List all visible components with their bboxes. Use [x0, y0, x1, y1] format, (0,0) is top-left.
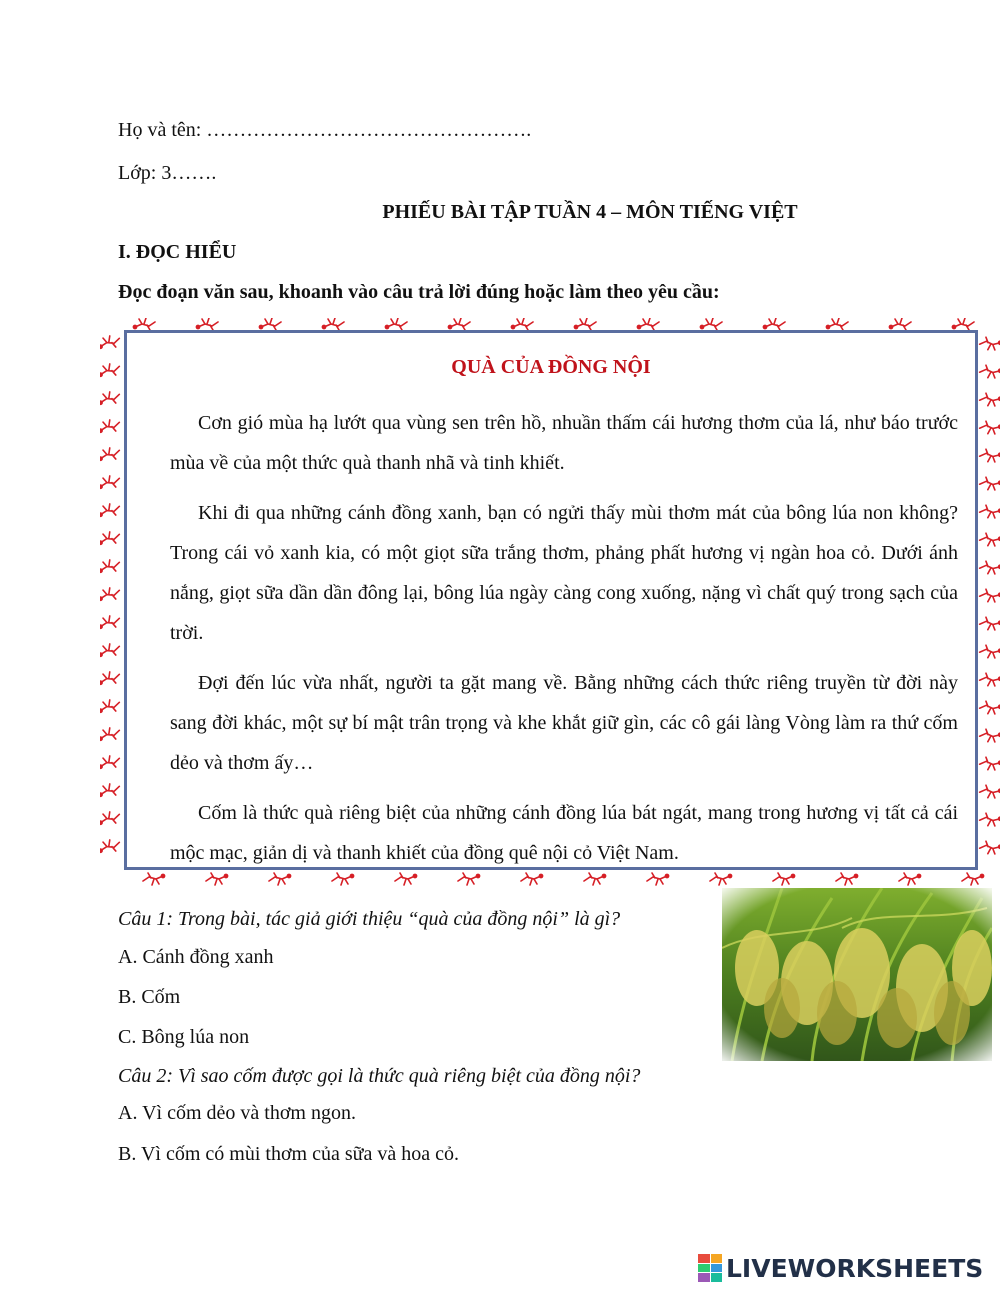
section-heading: I. ĐỌC HIỂU	[118, 241, 237, 263]
border-ornament	[100, 390, 121, 406]
question-2-option-a[interactable]: A. Vì cốm dẻo và thơm ngon.	[118, 1102, 356, 1124]
class-line: Lớp: 3…….	[118, 162, 217, 184]
name-line: Họ và tên: ………………………………………….	[118, 119, 532, 141]
border-ornament	[979, 476, 1000, 492]
border-ornament	[979, 784, 1000, 800]
border-ornament	[100, 614, 121, 630]
question-1-option-a[interactable]: A. Cánh đồng xanh	[118, 946, 274, 968]
border-ornament	[979, 616, 1000, 632]
passage-box	[124, 330, 978, 870]
border-ornament	[979, 560, 1000, 576]
border-ornament	[259, 318, 281, 330]
border-ornament	[100, 838, 121, 854]
border-ornament	[979, 336, 1000, 352]
liveworksheets-logo	[698, 1252, 983, 1284]
border-ornament	[100, 558, 121, 574]
border-ornament	[952, 318, 974, 330]
border-ornament	[710, 873, 732, 885]
border-ornament	[979, 588, 1000, 604]
border-ornament	[979, 392, 1000, 408]
border-ornament	[574, 318, 596, 330]
border-ornament	[448, 318, 470, 330]
border-ornament	[100, 418, 121, 434]
border-ornament	[100, 726, 121, 742]
border-ornament	[962, 873, 984, 885]
border-ornament	[458, 873, 480, 885]
question-1-option-c[interactable]: C. Bông lúa non	[118, 1026, 250, 1048]
passage-frame	[100, 318, 1000, 886]
border-ornament	[826, 318, 848, 330]
border-ornament	[979, 756, 1000, 772]
border-ornament	[133, 318, 155, 330]
logo-text: LIVEWORKSHEETS	[726, 1253, 984, 1283]
logo-mark-square	[698, 1264, 710, 1273]
border-ornament	[979, 700, 1000, 716]
border-ornament	[773, 873, 795, 885]
border-ornament	[889, 318, 911, 330]
border-ornament	[269, 873, 291, 885]
border-ornament	[979, 420, 1000, 436]
border-ornament	[100, 362, 121, 378]
question-1: Câu 1: Trong bài, tác giả giới thiệu “quà của đồng nội” là gì?	[118, 908, 621, 930]
border-ornament	[395, 873, 417, 885]
border-ornament	[979, 644, 1000, 660]
passage-paragraph-1: Cơn gió mùa hạ lướt qua vùng sen trên hồ, nhuần thấm cái hương thơm của lá, như báo trước mùa về của một thức quà thanh nhã và tinh khiết.	[170, 412, 958, 474]
border-ornament	[511, 318, 533, 330]
worksheet-title: PHIẾU BÀI TẬP TUẦN 4 – MÔN TIẾNG VIỆT	[382, 201, 798, 223]
logo-mark-square	[711, 1254, 723, 1263]
border-ornament	[100, 446, 121, 462]
border-ornament	[100, 586, 121, 602]
logo-mark-square	[698, 1273, 710, 1282]
rice-field-image	[722, 888, 992, 1061]
passage-paragraph-2: Khi đi qua những cánh đồng xanh, bạn có ngửi thấy mùi thơm mát của bông lúa non không? Trong cái vỏ xanh kia, có một giọt sữa trắng thơm, phảng phất hương vị ngàn hoa cỏ. Dưới ánh nắng, giọt sữa dần dần đông lại, bông lúa ngày càng cong xuống, nặng vì chất quý trong sạch của trời.	[170, 502, 958, 644]
liveworksheets-mark-icon	[698, 1254, 722, 1282]
border-ornament	[979, 840, 1000, 856]
border-ornament	[700, 318, 722, 330]
border-ornament	[206, 873, 228, 885]
border-ornament	[979, 448, 1000, 464]
border-ornament	[143, 873, 165, 885]
border-ornament	[100, 334, 121, 350]
border-ornament	[100, 810, 121, 826]
passage-title: QUÀ CỦA ĐỒNG NỘI	[451, 356, 651, 378]
border-ornament	[332, 873, 354, 885]
border-ornament	[979, 672, 1000, 688]
border-ornament	[584, 873, 606, 885]
border-ornament	[637, 318, 659, 330]
border-ornament	[322, 318, 344, 330]
question-2: Câu 2: Vì sao cốm được gọi là thức quà riêng biệt của đồng nội?	[118, 1065, 641, 1087]
border-ornament	[979, 364, 1000, 380]
border-ornament	[979, 728, 1000, 744]
instruction: Đọc đoạn văn sau, khoanh vào câu trả lời đúng hoặc làm theo yêu cầu:	[118, 281, 720, 303]
border-ornament	[647, 873, 669, 885]
logo-mark-square	[698, 1254, 710, 1263]
border-ornament	[196, 318, 218, 330]
border-ornament	[836, 873, 858, 885]
border-ornament	[100, 754, 121, 770]
border-ornament	[100, 530, 121, 546]
border-ornament	[979, 532, 1000, 548]
border-ornament	[100, 670, 121, 686]
passage-paragraph-3: Đợi đến lúc vừa nhất, người ta gặt mang về. Bằng những cách thức riêng truyền từ đời này sang đời khác, một sự bí mật trân trọng và khe khắt giữ gìn, các cô gái làng Vòng làm ra thứ cốm dẻo và thơm ấy…	[170, 672, 958, 774]
border-ornament	[979, 504, 1000, 520]
logo-mark-square	[711, 1273, 723, 1282]
border-ornament	[100, 698, 121, 714]
border-ornament	[100, 642, 121, 658]
logo-mark-square	[711, 1264, 723, 1273]
border-ornament	[100, 782, 121, 798]
border-ornament	[100, 502, 121, 518]
border-ornament	[979, 812, 1000, 828]
border-ornament	[100, 474, 121, 490]
border-ornament	[385, 318, 407, 330]
passage-paragraph-4: Cốm là thức quà riêng biệt của những cánh đồng lúa bát ngát, mang trong hương vị tất cả cái mộc mạc, giản dị và thanh khiết của đồng quê nội cỏ Việt Nam.	[170, 802, 958, 864]
border-ornament	[763, 318, 785, 330]
border-ornament	[899, 873, 921, 885]
question-2-option-b[interactable]: B. Vì cốm có mùi thơm của sữa và hoa cỏ.	[118, 1143, 459, 1165]
border-ornament	[521, 873, 543, 885]
question-1-option-b[interactable]: B. Cốm	[118, 986, 181, 1008]
